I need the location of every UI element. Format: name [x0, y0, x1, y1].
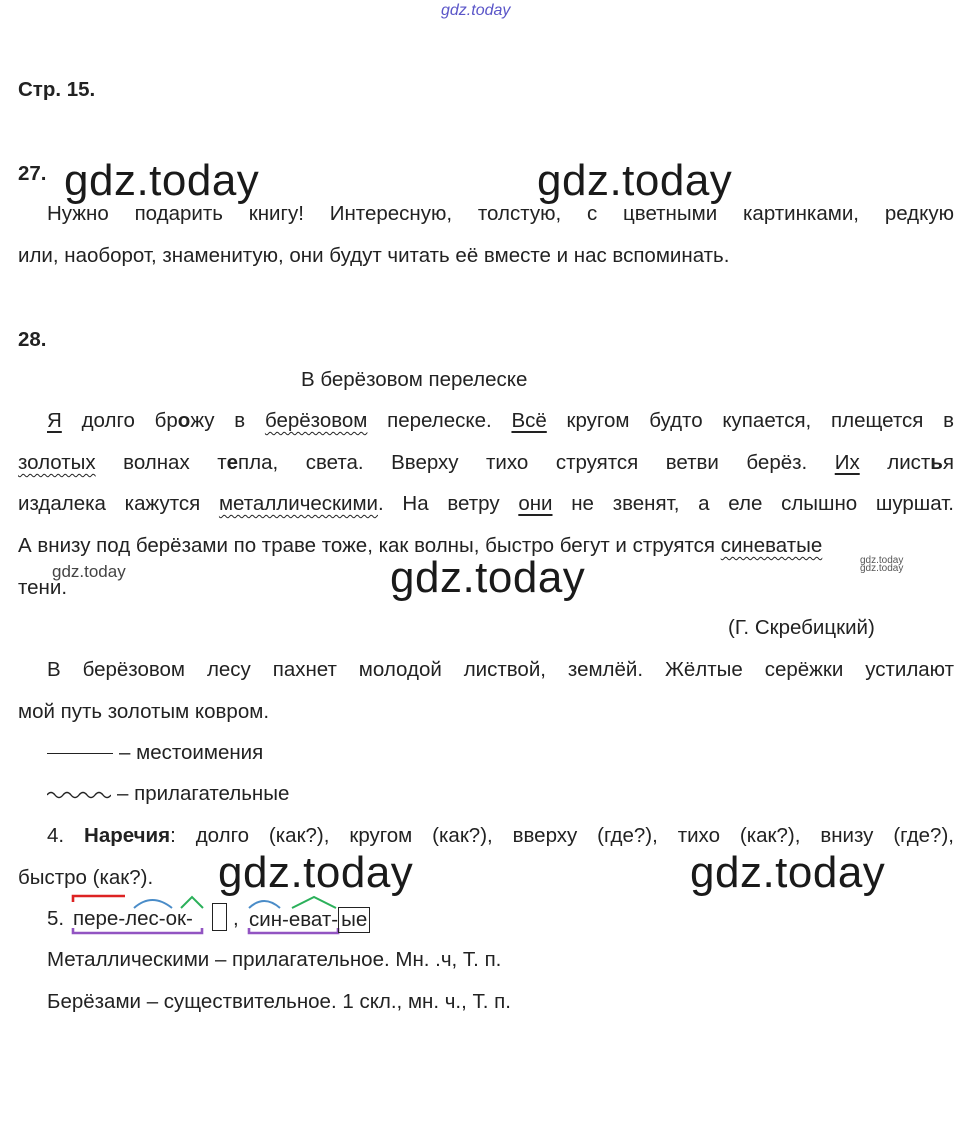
line-berezami: Берёзами – существительное. 1 скл., мн. ч., Т. п.: [47, 990, 511, 1013]
adjective-word: синеватые: [720, 534, 823, 557]
legend-adjective: – прилагательные: [47, 782, 289, 806]
suffix: ок: [165, 907, 186, 930]
extra-line-2: мой путь золотым ковром.: [18, 700, 270, 723]
watermark-large: gdz.today: [64, 156, 260, 205]
task-4-line-2: быстро (как?).: [18, 866, 154, 889]
word-sinevatye: син-еват- ые: [249, 907, 370, 933]
task-4-line-1: 4. Наречия: долго (как?), кругом (как?), вверху (где?), тихо (как?), внизу (где?),: [47, 824, 954, 847]
exercise-27-line-2: или, наоборот, знаменитую, они будут читать её вместе и нас вспоминать.: [18, 244, 730, 267]
exercise-27-number: 27.: [18, 162, 47, 185]
adjective-word: металлическими: [218, 492, 378, 515]
suffix: еват: [288, 908, 332, 931]
text-line-3: издалека кажутся металлическими. На ветру они не звенят, а еле слышно шуршат.: [18, 492, 955, 515]
watermark-large: gdz.today: [537, 156, 733, 205]
word-perelesok: пере-лес-ок-: [73, 907, 193, 930]
wavy-line-icon: [47, 790, 111, 800]
straight-line-icon: [47, 753, 113, 754]
watermark-tiny: gdz.today: [860, 563, 904, 574]
watermark-large: gdz.today: [218, 848, 414, 897]
legend-pronoun: – местоимения: [47, 741, 263, 765]
text-line-1: Я долго брожу в берёзовом перелеске. Всё кругом будто купается, плещется в: [47, 409, 954, 432]
empty-ending-box: [212, 903, 227, 931]
text-line-2: золотых волнах тепла, света. Вверху тихо струятся ветви берёз. Их листья: [18, 451, 955, 474]
watermark-large: gdz.today: [690, 848, 886, 897]
text-line-5: тени.: [18, 576, 68, 599]
pronoun-word: Всё: [511, 409, 547, 432]
watermark-large: gdz.today: [390, 553, 586, 602]
prefix: пере: [73, 907, 119, 930]
root: лес: [125, 907, 159, 930]
watermark-small: gdz.today: [52, 562, 126, 581]
exercise-27-line-1: Нужно подарить книгу! Интересную, толстую, с цветными картинками, редкую: [47, 202, 954, 225]
exercise-28-number: 28.: [18, 328, 47, 351]
separator: ,: [233, 907, 239, 930]
watermark-top: gdz.today: [441, 2, 511, 19]
extra-line-1: В берёзовом лесу пахнет молодой листвой, землёй. Жёлтые серёжки устилают: [47, 658, 954, 681]
watermark-tiny: gdz.today: [860, 555, 904, 566]
line-metallicheskimi: Металлическими – прилагательное. Мн. .ч, Т. п.: [47, 948, 502, 971]
pronoun-word: Их: [834, 451, 860, 474]
adjective-word: золотых: [18, 451, 96, 474]
text-line-4: А внизу под берёзами по траве тоже, как волны, быстро бегут и струятся синеватые: [18, 534, 823, 557]
text-author: (Г. Скребицкий): [728, 616, 875, 639]
page-label: Стр. 15.: [18, 78, 96, 101]
text-title: В берёзовом перелеске: [301, 368, 528, 391]
ending-box: ые: [338, 907, 370, 933]
pronoun-word: они: [518, 492, 553, 515]
root: син: [249, 908, 283, 931]
adjective-word: берёзовом: [264, 409, 368, 432]
pronoun-word: Я: [47, 409, 62, 432]
task-5-number: 5.: [47, 907, 65, 930]
